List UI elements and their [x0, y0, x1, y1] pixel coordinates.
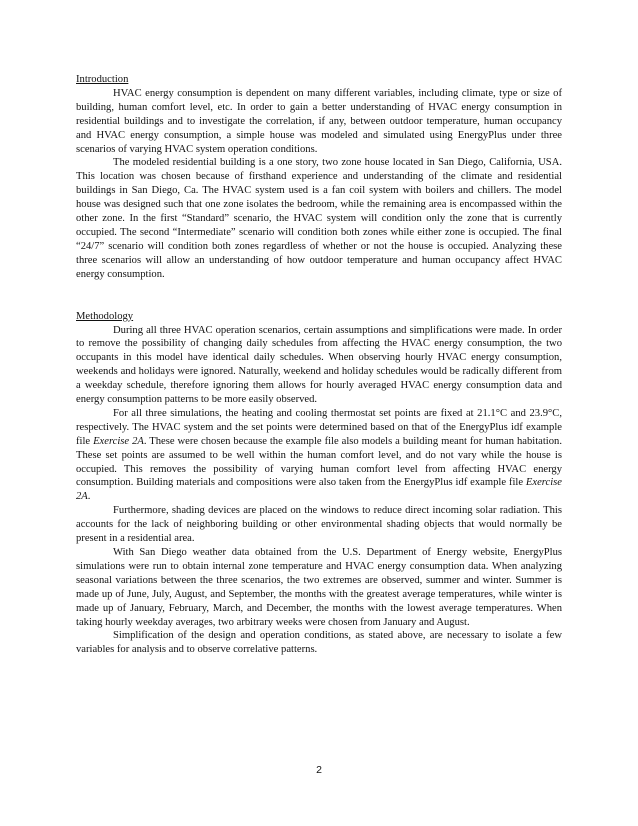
methodology-p2-exercise-ref-1: Exercise 2A: [93, 435, 144, 447]
methodology-p2-text-c: .: [87, 491, 91, 503]
methodology-section: [76, 310, 562, 658]
methodology-p2-exercise-ref-2: Exercise 2A: [76, 477, 562, 503]
methodology-paragraph-1: During all three HVAC operation scenarios, certain assumptions and simplifications were made. In order to remove the possibility of changing daily schedules from affecting the HVAC energy consumption, the two occupants in this model have identical daily schedules. When observing hourly HVAC energy consumption, weekends and holidays were ignored. Naturally, weekend and holiday schedules would be radically different from a weekday schedule, therefore ignoring them allows for hourly averaged HVAC energy consumption data and energy consumption patterns to be more easily observed.: [76, 324, 562, 406]
methodology-paragraph-3: Furthermore, shading devices are placed on the windows to reduce direct incoming solar radiation. This accounts for the lack of neighboring building or other environmental shading objects that would normally be present in a residential area.: [76, 505, 562, 545]
introduction-heading: Introduction: [76, 74, 129, 85]
methodology-heading: Methodology: [76, 310, 134, 322]
page-number: 2: [316, 764, 322, 776]
methodology-p2-text-b: . These were chosen because the example file also models a building meant for human habitation. These set points are assumed to be well within the human comfort level, and do not vary while the house is occupied. This removes the possibility of varying human comfort level from affecting HVAC energy consumption. Building materials and compositions were also taken from the EnergyPlus idf example file: [76, 435, 562, 489]
introduction-paragraph-1: HVAC energy consumption is dependent on many different variables, including climate, type or size of building, human comfort level, etc. In order to gain a better understanding of HVAC energy consumption in residential buildings and to investigate the correlation, if any, between outdoor temperature, human occupancy and HVAC energy consumption, a simple house was modeled and simulated using EnergyPlus under three scenarios of varying HVAC system operation conditions.: [76, 87, 562, 155]
introduction-section: [76, 73, 562, 282]
methodology-paragraph-5: Simplification of the design and operation conditions, as stated above, are necessary to isolate a few variables for analysis and to observe correlative patterns.: [76, 630, 562, 656]
document-body: [76, 73, 562, 657]
methodology-p2-text-a: For all three simulations, the heating and cooling thermostat set points are fixed at 21.1°C and 23.9°C, respectively. The HVAC system and the set points were determined based on that of the EnergyPlus idf example file: [76, 407, 562, 447]
methodology-paragraph-2: [76, 407, 562, 504]
introduction-paragraph-2: The modeled residential building is a one story, two zone house located in San Diego, California, USA. This location was chosen because of firsthand experience and understanding of the climate and residential buildings in San Diego, Ca. The HVAC system used is a fan coil system with boilers and chillers. The model house was designed such that one zone isolates the bedroom, while the remaining area is encompassed within the other zone. In the first “Standard” scenario, the HVAC system will condition only the zone that is currently occupied. The second “Intermediate” scenario will condition both zones while either zone is occupied. The final “24/7” scenario will condition both zones regardless of whether or not the house is occupied. Analyzing these three scenarios will allow an understanding of how outdoor temperature and human occupancy affect HVAC energy consumption.: [76, 157, 562, 280]
methodology-paragraph-4: With San Diego weather data obtained from the U.S. Department of Energy website, EnergyPlus simulations were run to obtain internal zone temperature and HVAC energy consumption data. When analyzing seasonal variations between the three scenarios, the two extremes are observed, summer and winter. Summer is made up of June, July, August, and September, the months with the greatest average temperatures, while winter is made up of January, February, March, and December, the months with the lowest average temperatures. When taking hourly weekday averages, two arbitrary weeks were chosen from January and August.: [76, 547, 562, 628]
